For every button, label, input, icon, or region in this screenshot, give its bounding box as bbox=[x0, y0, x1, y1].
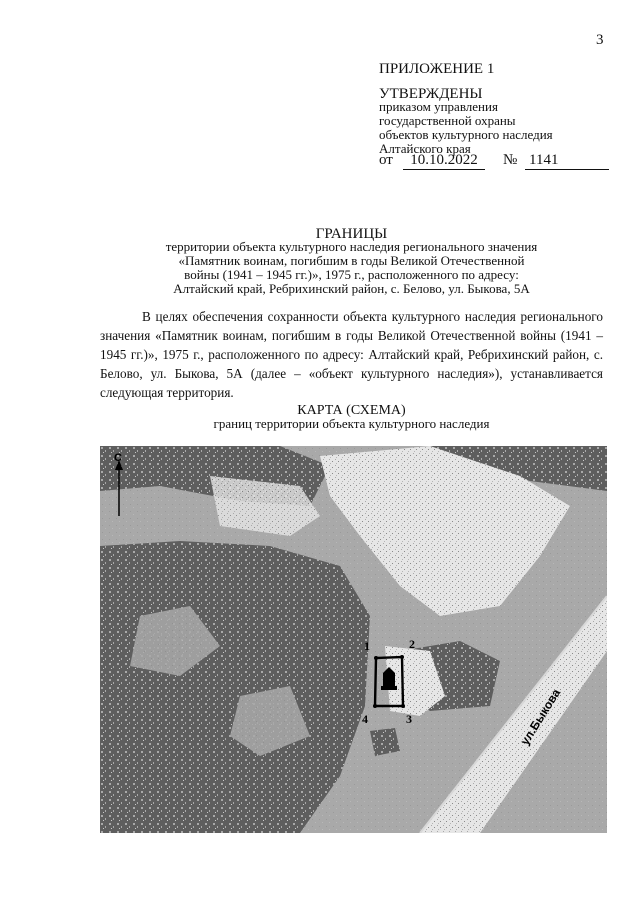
number-sign: № bbox=[503, 152, 518, 168]
point-label-3: 3 bbox=[406, 712, 412, 726]
map-subtitle: границ территории объекта культурного наследия bbox=[213, 416, 490, 431]
boundary-map bbox=[100, 446, 607, 833]
approved-by-block bbox=[379, 100, 553, 156]
tree-area bbox=[370, 728, 400, 756]
boundary-vertex bbox=[400, 655, 404, 659]
date-prefix: от bbox=[379, 152, 393, 168]
subtitle-line: войны (1941 – 1945 гг.)», 1975 г., расположенного по адресу: bbox=[184, 267, 519, 282]
subtitle-line: территории объекта культурного наследия регионального значения bbox=[165, 239, 538, 254]
approved-line: государственной охраны bbox=[379, 113, 516, 128]
document-title: ГРАНИЦЫ bbox=[315, 226, 388, 242]
page-number: 3 bbox=[596, 32, 604, 48]
appendix-label: ПРИЛОЖЕНИЕ 1 bbox=[379, 61, 495, 77]
monument-base bbox=[381, 686, 397, 690]
tree-area bbox=[100, 541, 370, 833]
boundary-vertex bbox=[401, 704, 405, 708]
north-label: С bbox=[114, 452, 122, 464]
boundary-vertex bbox=[374, 656, 378, 660]
approved-label: УТВЕРЖДЕНЫ bbox=[379, 86, 483, 102]
approved-line: приказом управления bbox=[379, 99, 498, 114]
document-subtitle bbox=[100, 240, 603, 296]
order-date: 10.10.2022 bbox=[403, 152, 485, 170]
order-date-line bbox=[379, 152, 609, 172]
subtitle-line: «Памятник воинам, погибшим в годы Великой Отечественной bbox=[178, 253, 525, 268]
point-label-4: 4 bbox=[362, 712, 368, 726]
boundary-vertex bbox=[373, 704, 377, 708]
approved-line: объектов культурного наследия bbox=[379, 127, 553, 142]
point-label-2: 2 bbox=[409, 637, 415, 651]
point-label-1: 1 bbox=[364, 639, 370, 653]
subtitle-line: Алтайский край, Ребрихинский район, с. Белово, ул. Быкова, 5А bbox=[173, 281, 530, 296]
street-label: ул.Быкова bbox=[517, 686, 564, 748]
body-paragraph: В целях обеспечения сохранности объекта культурного наследия регионального значения «Памятник воинам, погибшим в годы Великой Отечественной войны (1941 – 1945 гг.)», 1975 г., расположенного по адресу: Алтайский край, Ребрихинский район, с. Белово, ул. Быкова, 5А (далее – «объект культурного наследия»), устанавливается следующая территория. bbox=[100, 309, 603, 400]
approved-line: Алтайского края bbox=[379, 141, 471, 156]
map-title: КАРТА (СХЕМА) bbox=[297, 403, 406, 418]
order-number: 1141 bbox=[525, 152, 609, 170]
